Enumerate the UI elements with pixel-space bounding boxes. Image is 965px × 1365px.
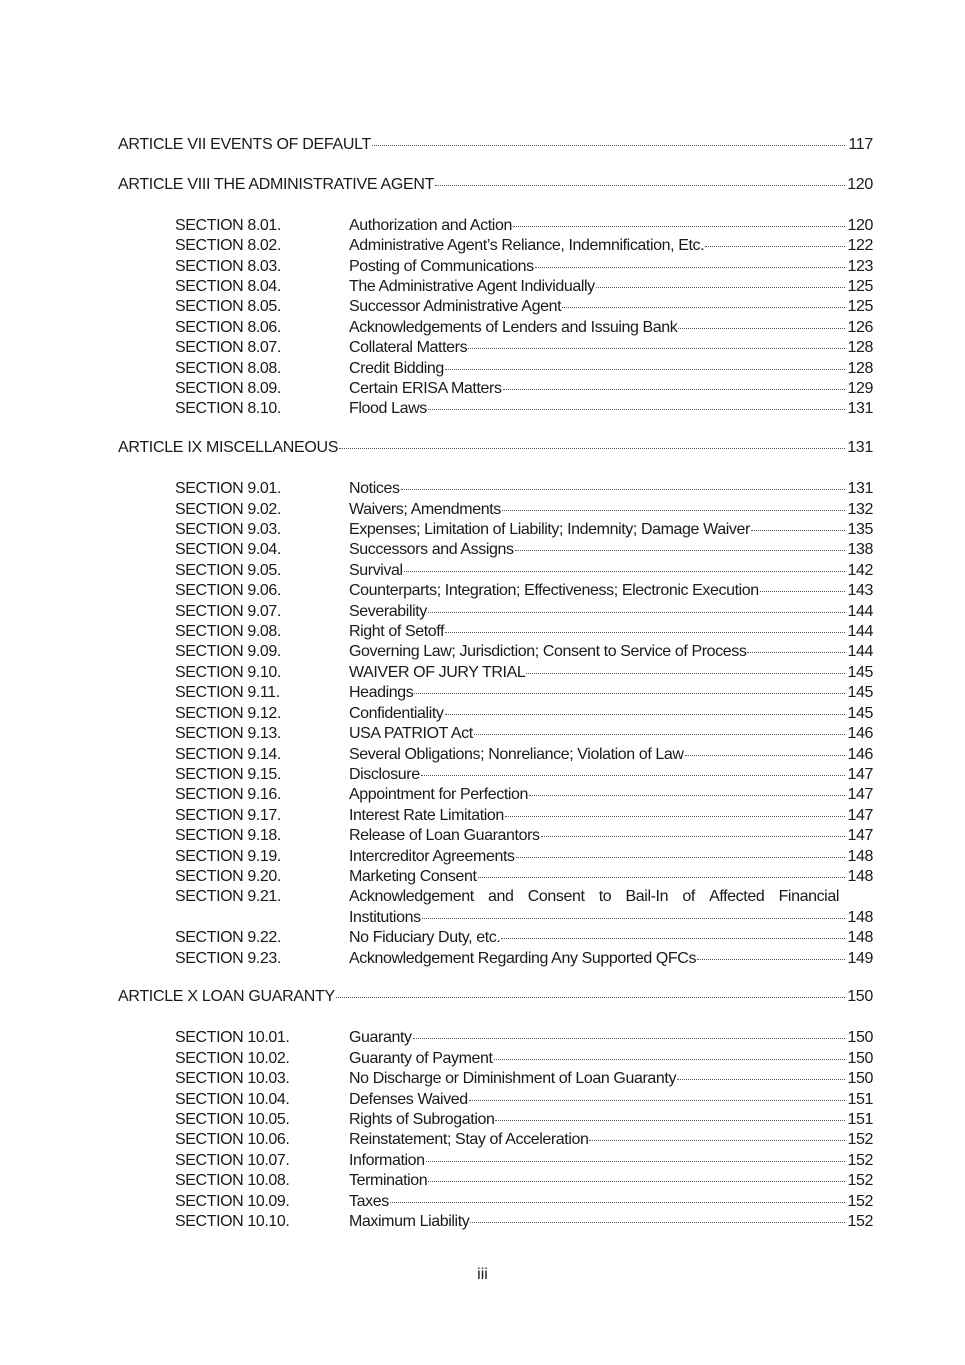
section-entry[interactable] xyxy=(118,479,873,499)
section-page-number: 128 xyxy=(847,339,873,357)
section-page-number: 131 xyxy=(847,400,873,418)
section-page-number: 126 xyxy=(847,318,873,336)
section-page-number: 146 xyxy=(847,725,873,743)
section-number: SECTION 8.06. xyxy=(175,318,281,336)
section-page-number: 144 xyxy=(847,643,873,661)
dot-leader xyxy=(428,612,845,613)
section-body xyxy=(349,338,873,358)
dot-leader xyxy=(541,836,845,837)
section-entry[interactable] xyxy=(118,1192,873,1212)
section-body xyxy=(349,297,873,317)
section-entry[interactable] xyxy=(118,724,873,744)
dot-leader xyxy=(529,795,845,796)
title-word: Acknowledgement xyxy=(349,888,474,906)
section-entry[interactable] xyxy=(118,602,873,622)
section-title: Release of Loan Guarantors xyxy=(349,827,540,845)
dot-leader xyxy=(372,145,845,146)
section-body xyxy=(349,765,873,785)
section-entry[interactable] xyxy=(118,806,873,826)
section-page-number: 135 xyxy=(847,521,873,539)
section-number: SECTION 9.11. xyxy=(175,684,280,702)
section-page-number: 123 xyxy=(847,257,873,275)
title-word: of xyxy=(682,888,695,906)
section-number: SECTION 9.06. xyxy=(175,582,281,600)
section-body xyxy=(349,1090,873,1110)
section-page-number: 148 xyxy=(847,929,873,947)
dot-leader xyxy=(445,714,845,715)
section-body xyxy=(349,1212,873,1232)
section-body xyxy=(349,785,873,805)
section-number: SECTION 8.05. xyxy=(175,298,281,316)
section-page-number: 152 xyxy=(847,1172,873,1190)
dot-leader xyxy=(697,959,845,960)
section-number: SECTION 10.05. xyxy=(175,1111,290,1128)
section-number: SECTION 9.15. xyxy=(175,765,281,783)
section-entry[interactable] xyxy=(118,745,873,765)
section-entry[interactable] xyxy=(118,338,873,358)
section-title: Guaranty xyxy=(349,1029,412,1047)
section-number: SECTION 10.06. xyxy=(175,1131,290,1149)
section-entry[interactable] xyxy=(118,867,873,887)
section-entry[interactable] xyxy=(118,318,873,338)
dot-leader xyxy=(445,369,845,370)
section-page-number: 152 xyxy=(847,1213,873,1231)
section-body xyxy=(349,806,873,826)
section-page-number: 150 xyxy=(847,1029,873,1047)
article-page-number: 117 xyxy=(848,136,873,153)
section-entry[interactable] xyxy=(118,663,873,683)
section-number: SECTION 9.09. xyxy=(175,643,281,661)
dot-leader xyxy=(469,1100,845,1101)
dot-leader xyxy=(515,550,845,551)
dot-leader xyxy=(751,530,845,531)
section-body xyxy=(349,1130,873,1150)
section-body xyxy=(349,642,873,662)
section-page-number: 145 xyxy=(847,704,873,722)
section-title: The Administrative Agent Individually xyxy=(349,278,595,295)
article-title: ARTICLE VII EVENTS OF DEFAULT xyxy=(118,136,371,153)
section-title-block xyxy=(349,887,873,928)
section-entry[interactable] xyxy=(118,561,873,581)
section-page-number: 132 xyxy=(847,500,873,518)
section-entry[interactable] xyxy=(118,826,873,846)
section-page-number: 128 xyxy=(847,359,873,377)
section-title: Rights of Subrogation xyxy=(349,1111,495,1128)
section-page-number: 142 xyxy=(847,561,873,579)
section-title: Posting of Communications xyxy=(349,257,534,275)
section-number: SECTION 8.03. xyxy=(175,257,281,275)
dot-leader xyxy=(705,246,845,247)
article-title: ARTICLE IX MISCELLANEOUS xyxy=(118,439,339,457)
section-number: SECTION 8.01. xyxy=(175,216,281,234)
dot-leader xyxy=(336,997,845,998)
section-title: Acknowledgements of Lenders and Issuing Bank xyxy=(349,318,678,336)
section-title: No Fiduciary Duty, etc. xyxy=(349,929,501,947)
section-entry[interactable] xyxy=(118,1049,873,1069)
section-number: SECTION 9.21. xyxy=(175,888,281,906)
section-body xyxy=(349,216,873,236)
title-word: to xyxy=(598,888,612,906)
section-body xyxy=(349,257,873,277)
section-number: SECTION 9.04. xyxy=(175,541,281,559)
section-title: Expenses; Limitation of Liability; Indemnity; Damage Waiver xyxy=(349,521,750,539)
section-title: Flood Laws xyxy=(349,400,427,418)
section-page-number: 150 xyxy=(847,1049,873,1067)
section-entry[interactable] xyxy=(118,1212,873,1232)
section-body xyxy=(349,602,873,622)
section-number: SECTION 9.05. xyxy=(175,561,281,579)
section-title: Several Obligations; Nonreliance; Violation of Law xyxy=(349,745,684,763)
section-body xyxy=(349,540,873,560)
section-page-number: 120 xyxy=(847,216,873,234)
section-entry[interactable] xyxy=(118,236,873,256)
section-title: Administrative Agent’s Reliance, Indemnification, Etc. xyxy=(349,237,705,255)
section-body xyxy=(349,379,873,399)
section-entry[interactable] xyxy=(118,379,873,399)
section-number: SECTION 9.19. xyxy=(175,847,281,865)
section-number: SECTION 8.09. xyxy=(175,380,281,398)
section-entry[interactable] xyxy=(118,520,873,540)
section-entry[interactable] xyxy=(118,1171,873,1191)
dot-leader xyxy=(562,307,845,308)
section-number: SECTION 8.08. xyxy=(175,359,281,377)
section-body xyxy=(349,561,873,581)
section-body xyxy=(349,1151,873,1171)
article-page-number: 120 xyxy=(847,175,873,193)
section-title: Collateral Matters xyxy=(349,339,468,357)
section-title-line1 xyxy=(349,887,839,907)
section-entry[interactable] xyxy=(118,540,873,560)
section-number: SECTION 10.02. xyxy=(175,1049,290,1067)
dot-leader xyxy=(422,918,845,919)
dot-leader xyxy=(760,591,845,592)
dot-leader xyxy=(685,755,845,756)
section-number: SECTION 9.07. xyxy=(175,602,281,620)
section-page-number: 125 xyxy=(847,278,873,295)
section-page-number: 145 xyxy=(847,663,873,681)
title-word: Consent xyxy=(527,888,585,906)
section-entry[interactable] xyxy=(118,1151,873,1171)
section-page-number: 125 xyxy=(847,298,873,316)
dot-leader xyxy=(677,1079,845,1080)
dot-leader xyxy=(501,938,845,939)
section-page-number: 131 xyxy=(847,480,873,498)
section-number: SECTION 9.16. xyxy=(175,786,281,804)
dot-leader xyxy=(404,571,845,572)
section-entry[interactable] xyxy=(118,1110,873,1130)
section-entry[interactable] xyxy=(118,1090,873,1110)
section-page-number: 147 xyxy=(847,786,873,804)
section-number: SECTION 9.18. xyxy=(175,827,281,845)
section-entry[interactable] xyxy=(118,785,873,805)
section-number: SECTION 9.22. xyxy=(175,929,281,947)
section-page-number: 152 xyxy=(847,1151,873,1169)
section-entry[interactable] xyxy=(118,1130,873,1150)
section-number: SECTION 10.07. xyxy=(175,1151,290,1169)
section-entry[interactable] xyxy=(118,359,873,379)
dot-leader xyxy=(526,673,845,674)
dot-leader xyxy=(428,409,845,410)
article-entry[interactable] xyxy=(118,988,873,1008)
table-of-contents xyxy=(118,136,873,1232)
dot-leader xyxy=(445,632,845,633)
section-body xyxy=(349,500,873,520)
dot-leader xyxy=(414,693,845,694)
section-body xyxy=(349,622,873,642)
section-body xyxy=(349,826,873,846)
section-body xyxy=(349,1028,873,1048)
section-title: Interest Rate Limitation xyxy=(349,806,504,824)
section-body xyxy=(349,277,873,297)
section-entry[interactable] xyxy=(118,216,873,236)
section-list xyxy=(118,1028,873,1232)
section-entry[interactable] xyxy=(118,949,873,969)
section-body xyxy=(349,1171,873,1191)
section-page-number: 148 xyxy=(847,847,873,865)
section-page-number: 147 xyxy=(847,765,873,783)
dot-leader xyxy=(478,877,846,878)
section-number: SECTION 10.03. xyxy=(175,1070,290,1088)
dot-leader xyxy=(535,267,845,268)
section-title: Severability xyxy=(349,602,427,620)
section-title: USA PATRIOT Act xyxy=(349,725,473,743)
section-page-number: 150 xyxy=(847,1070,873,1088)
section-title: Certain ERISA Matters xyxy=(349,380,502,398)
section-title: Marketing Consent xyxy=(349,867,477,885)
section-body xyxy=(349,847,873,867)
section-body xyxy=(349,1069,873,1089)
dot-leader xyxy=(513,226,845,227)
section-entry[interactable] xyxy=(118,1028,873,1048)
section-number: SECTION 8.02. xyxy=(175,237,281,255)
article-entry[interactable] xyxy=(118,136,873,156)
section-number: SECTION 9.13. xyxy=(175,725,281,743)
section-title: WAIVER OF JURY TRIAL xyxy=(349,663,526,681)
section-page-number: 147 xyxy=(847,806,873,824)
section-body xyxy=(349,867,873,887)
section-body xyxy=(349,359,873,379)
section-number: SECTION 10.04. xyxy=(175,1090,290,1108)
section-title: Maximum Liability xyxy=(349,1213,470,1231)
dot-leader xyxy=(435,185,845,186)
dot-leader xyxy=(413,1038,845,1039)
section-title: Defenses Waived xyxy=(349,1090,468,1108)
section-body xyxy=(349,745,873,765)
section-number: SECTION 10.10. xyxy=(175,1213,290,1231)
section-entry[interactable] xyxy=(118,297,873,317)
section-entry[interactable] xyxy=(118,704,873,724)
section-title: Notices xyxy=(349,480,400,498)
section-entry[interactable] xyxy=(118,622,873,642)
section-number: SECTION 9.12. xyxy=(175,704,281,722)
section-page-number: 144 xyxy=(847,623,873,641)
section-entry[interactable] xyxy=(118,683,873,703)
section-number: SECTION 8.04. xyxy=(175,278,281,295)
section-page-number: 151 xyxy=(847,1090,873,1108)
article-title: ARTICLE VIII THE ADMINISTRATIVE AGENT xyxy=(118,175,435,193)
dot-leader xyxy=(474,734,845,735)
section-body xyxy=(349,663,873,683)
section-page-number: 146 xyxy=(847,745,873,763)
dot-leader xyxy=(421,775,845,776)
section-title: Termination xyxy=(349,1172,428,1190)
section-body xyxy=(349,704,873,724)
section-body xyxy=(349,520,873,540)
section-number: SECTION 9.03. xyxy=(175,521,281,539)
section-body xyxy=(349,581,873,601)
section-title: Successor Administrative Agent xyxy=(349,298,562,316)
section-title: Guaranty of Payment xyxy=(349,1049,493,1067)
section-number: SECTION 10.09. xyxy=(175,1192,290,1210)
section-page-number: 147 xyxy=(847,827,873,845)
section-list xyxy=(118,479,873,969)
dot-leader xyxy=(502,510,845,511)
section-entry[interactable] xyxy=(118,765,873,785)
section-body xyxy=(349,928,873,948)
section-body xyxy=(349,949,873,969)
article-entry[interactable] xyxy=(118,439,873,459)
dot-leader xyxy=(516,857,845,858)
section-number: SECTION 9.01. xyxy=(175,480,281,498)
section-page-number: 148 xyxy=(847,867,873,885)
section-title: No Discharge or Diminishment of Loan Guaranty xyxy=(349,1070,677,1088)
dot-leader xyxy=(589,1140,845,1141)
section-title: Counterparts; Integration; Effectiveness; Electronic Execution xyxy=(349,582,759,600)
section-body xyxy=(349,1049,873,1069)
section-body xyxy=(349,399,873,419)
dot-leader xyxy=(747,652,845,653)
section-entry[interactable] xyxy=(118,928,873,948)
section-page-number: 138 xyxy=(847,541,873,559)
section-page-number: 148 xyxy=(847,908,873,926)
section-page-number: 149 xyxy=(847,949,873,967)
title-word: Financial xyxy=(778,888,839,906)
section-page-number: 152 xyxy=(847,1192,873,1210)
section-title: Taxes xyxy=(349,1192,389,1210)
section-title: Authorization and Action xyxy=(349,216,512,234)
section-title: Institutions xyxy=(349,908,421,926)
section-page-number: 122 xyxy=(847,237,873,255)
section-number: SECTION 9.10. xyxy=(175,663,281,681)
section-title: Survival xyxy=(349,561,403,579)
section-number: SECTION 8.10. xyxy=(175,400,281,418)
section-body xyxy=(349,479,873,499)
section-entry[interactable] xyxy=(118,581,873,601)
section-title: Intercreditor Agreements xyxy=(349,847,515,865)
section-title: Reinstatement; Stay of Acceleration xyxy=(349,1131,589,1149)
section-body xyxy=(349,236,873,256)
section-number: SECTION 9.20. xyxy=(175,867,281,885)
dot-leader xyxy=(494,1059,845,1060)
page-number: iii xyxy=(477,1266,488,1283)
section-entry[interactable] xyxy=(118,642,873,662)
section-number: SECTION 9.23. xyxy=(175,949,281,967)
section-page-number: 144 xyxy=(847,602,873,620)
section-page-number: 129 xyxy=(847,380,873,398)
article-entry[interactable] xyxy=(118,176,873,196)
dot-leader xyxy=(426,1161,845,1162)
section-body xyxy=(349,724,873,744)
section-entry[interactable] xyxy=(118,257,873,277)
section-number: SECTION 9.17. xyxy=(175,806,281,824)
section-title: Governing Law; Jurisdiction; Consent to Service of Process xyxy=(349,643,747,661)
dot-leader xyxy=(505,816,845,817)
dot-leader xyxy=(596,287,845,288)
title-word: Bail-In xyxy=(625,888,669,906)
dot-leader xyxy=(470,1222,845,1223)
dot-leader xyxy=(390,1202,845,1203)
section-number: SECTION 9.14. xyxy=(175,745,281,763)
section-page-number: 151 xyxy=(847,1111,873,1128)
section-title: Credit Bidding xyxy=(349,359,444,377)
article-title: ARTICLE X LOAN GUARANTY xyxy=(118,988,335,1006)
section-title: Successors and Assigns xyxy=(349,541,514,559)
section-body xyxy=(349,1192,873,1212)
title-word: and xyxy=(487,888,514,906)
section-body xyxy=(349,318,873,338)
section-body xyxy=(349,1110,873,1130)
section-body xyxy=(349,683,873,703)
dot-leader xyxy=(495,1120,845,1121)
section-number: SECTION 9.08. xyxy=(175,623,281,641)
article-page-number: 150 xyxy=(847,988,873,1006)
section-page-number: 152 xyxy=(847,1131,873,1149)
section-list xyxy=(118,216,873,420)
article-page-number: 131 xyxy=(847,439,873,457)
section-page-number: 143 xyxy=(847,582,873,600)
dot-leader xyxy=(468,348,845,349)
section-number: SECTION 10.01. xyxy=(175,1029,290,1047)
section-title: Appointment for Perfection xyxy=(349,786,529,804)
section-entry[interactable] xyxy=(118,847,873,867)
section-number: SECTION 9.02. xyxy=(175,500,281,518)
dot-leader xyxy=(428,1181,845,1182)
section-number: SECTION 8.07. xyxy=(175,339,281,357)
dot-leader xyxy=(339,448,845,449)
section-title-line2 xyxy=(349,908,873,928)
section-title: Disclosure xyxy=(349,765,420,783)
dot-leader xyxy=(401,489,845,490)
section-title: Acknowledgement Regarding Any Supported QFCs xyxy=(349,949,697,967)
section-title: Information xyxy=(349,1151,425,1169)
section-entry[interactable] xyxy=(118,277,873,297)
section-entry[interactable] xyxy=(118,399,873,419)
section-title: Headings xyxy=(349,684,414,702)
section-title: Waivers; Amendments xyxy=(349,500,501,518)
section-entry[interactable] xyxy=(118,500,873,520)
dot-leader xyxy=(503,389,845,390)
title-word: Affected xyxy=(709,888,765,906)
section-title: Confidentiality xyxy=(349,704,444,722)
section-number: SECTION 10.08. xyxy=(175,1172,290,1190)
dot-leader xyxy=(678,328,845,329)
section-title: Right of Setoff xyxy=(349,623,445,641)
section-entry[interactable] xyxy=(118,1069,873,1089)
section-page-number: 145 xyxy=(847,684,873,702)
section-entry[interactable] xyxy=(118,887,873,928)
